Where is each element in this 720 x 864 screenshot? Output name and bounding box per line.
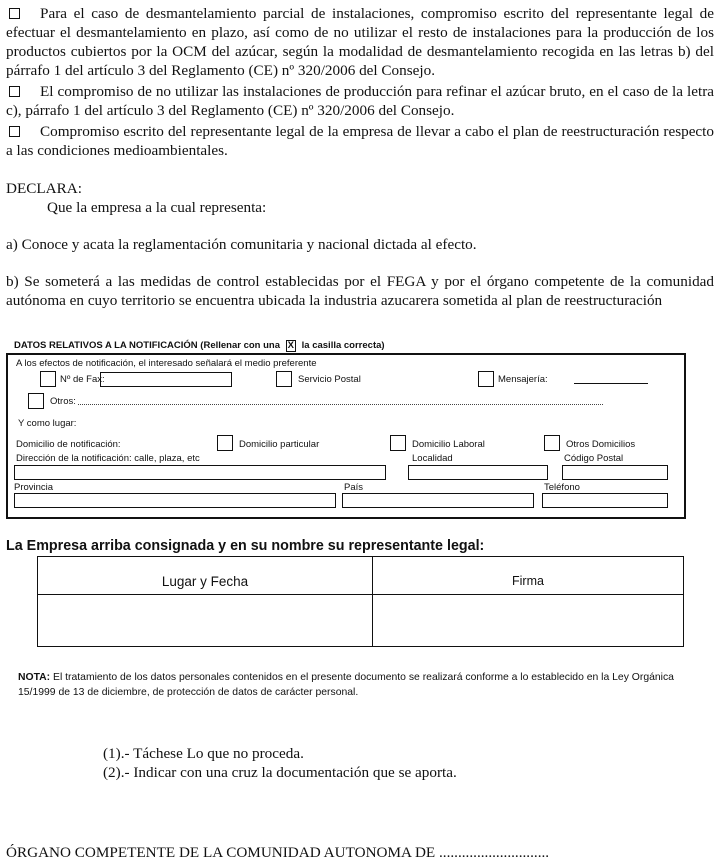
- organo-competente: ÓRGANO COMPETENTE DE LA COMUNIDAD AUTONOMA DE .............................: [6, 844, 550, 861]
- otros-line[interactable]: [78, 404, 603, 405]
- option-text-2: El compromiso de no utilizar las instalaciones de producción para refinar el azúcar bruto, en el caso de la letra c), párrafo 1 del artículo 3 del Reglamento (CE) nº 320/2006 del Consejo.: [6, 83, 714, 119]
- option-no-refinar: [6, 82, 714, 120]
- firma-cell[interactable]: [374, 595, 683, 646]
- mensajeria-line[interactable]: [574, 383, 648, 384]
- empresa-heading: La Empresa arriba consignada y en su nombre su representante legal:: [6, 538, 485, 554]
- particular-label: Domicilio particular: [239, 439, 320, 450]
- localidad-label: Localidad: [412, 453, 453, 464]
- postal-label: Servicio Postal: [298, 374, 361, 385]
- declara-intro: Que la empresa a la cual representa:: [47, 199, 267, 216]
- laboral-checkbox[interactable]: [390, 435, 406, 451]
- checkbox-desmantelamiento[interactable]: [9, 8, 20, 19]
- declara-heading: DECLARA:: [6, 180, 82, 197]
- telefono-label: Teléfono: [544, 482, 580, 493]
- footnote-1: (1).- Táchese Lo que no proceda.: [103, 745, 304, 762]
- option-medioambiental: [6, 122, 714, 160]
- notif-title: [14, 340, 385, 352]
- signature-table: [37, 556, 684, 647]
- cp-input[interactable]: [562, 465, 668, 480]
- firma-header: Firma: [512, 574, 544, 588]
- notification-box: [6, 353, 686, 519]
- notif-title-mark: X: [287, 340, 294, 351]
- mensajeria-checkbox[interactable]: [478, 371, 494, 387]
- nota-text: El tratamiento de los datos personales contenidos en el presente documento se realizará conforme a lo establecido en la Ley Orgánica 15/1999 de 13 de diciembre, de protección de datos de carácter personal.: [18, 672, 674, 698]
- footnote-2: (2).- Indicar con una cruz la documentación que se aporta.: [103, 764, 457, 781]
- notif-intro: A los efectos de notificación, el interesado señalará el medio preferente: [16, 358, 317, 369]
- fax-input[interactable]: [100, 372, 232, 387]
- table-col-divider: [372, 557, 373, 646]
- declara-b: b) Se someterá a las medidas de control establecidas por el FEGA y por el órgano competente de la comunidad autónoma en cuyo territorio se encuentra ubicada la industria azucarera sometida al plan de reestructuración: [6, 273, 714, 309]
- checkbox-medioambiental[interactable]: [9, 126, 20, 137]
- provincia-input[interactable]: [14, 493, 336, 508]
- laboral-label: Domicilio Laboral: [412, 439, 485, 450]
- option-text-3: Compromiso escrito del representante legal de la empresa de llevar a cabo el plan de reestructuración respecto a las condiciones medioambientales.: [6, 123, 714, 159]
- cp-label: Código Postal: [564, 453, 624, 464]
- notif-title-post: la casilla correcta): [301, 340, 385, 351]
- otros-label: Otros:: [50, 396, 76, 407]
- lugar-fecha-header: Lugar y Fecha: [161, 574, 249, 589]
- pais-label: País: [344, 482, 364, 493]
- mensajeria-label: Mensajería:: [498, 374, 548, 385]
- fax-label: Nº de Fax:: [60, 374, 105, 385]
- lugar-label: Y como lugar:: [18, 418, 77, 429]
- direccion-input[interactable]: [14, 465, 386, 480]
- otros-domicilios-checkbox[interactable]: [544, 435, 560, 451]
- declara-a: a) Conoce y acata la reglamentación comunitaria y nacional dictada al efecto.: [6, 236, 477, 253]
- telefono-input[interactable]: [542, 493, 668, 508]
- postal-checkbox[interactable]: [276, 371, 292, 387]
- fax-checkbox[interactable]: [40, 371, 56, 387]
- particular-checkbox[interactable]: [217, 435, 233, 451]
- domicilio-label: Domicilio de notificación:: [16, 439, 121, 450]
- direccion-label: Dirección de la notificación: calle, plaza, etc: [16, 453, 200, 464]
- lugar-fecha-cell[interactable]: [38, 595, 371, 646]
- option-text-1: Para el caso de desmantelamiento parcial de instalaciones, compromiso escrito del representante legal de efectuar el desmantelamiento en plazo, así como de no utilizar el resto de instalaciones para la producción de los productos cubiertos por la OCM del azúcar, según la modalidad de desmantelamiento recogida en las letras b) del párrafo 1 del artículo 3 del Reglamento (CE) nº 320/2006 del Consejo.: [6, 5, 714, 79]
- otros-checkbox[interactable]: [28, 393, 44, 409]
- checkbox-no-refinar[interactable]: [9, 86, 20, 97]
- otros-domicilios-label: Otros Domicilios: [566, 439, 636, 450]
- pais-input[interactable]: [342, 493, 534, 508]
- option-desmantelamiento-parcial: [6, 4, 714, 80]
- provincia-label: Provincia: [14, 482, 54, 493]
- notif-title-pre: DATOS RELATIVOS A LA NOTIFICACIÓN (Rellenar con una: [14, 340, 281, 351]
- nota-label: NOTA:: [18, 672, 51, 683]
- nota: [18, 670, 698, 700]
- localidad-input[interactable]: [408, 465, 548, 480]
